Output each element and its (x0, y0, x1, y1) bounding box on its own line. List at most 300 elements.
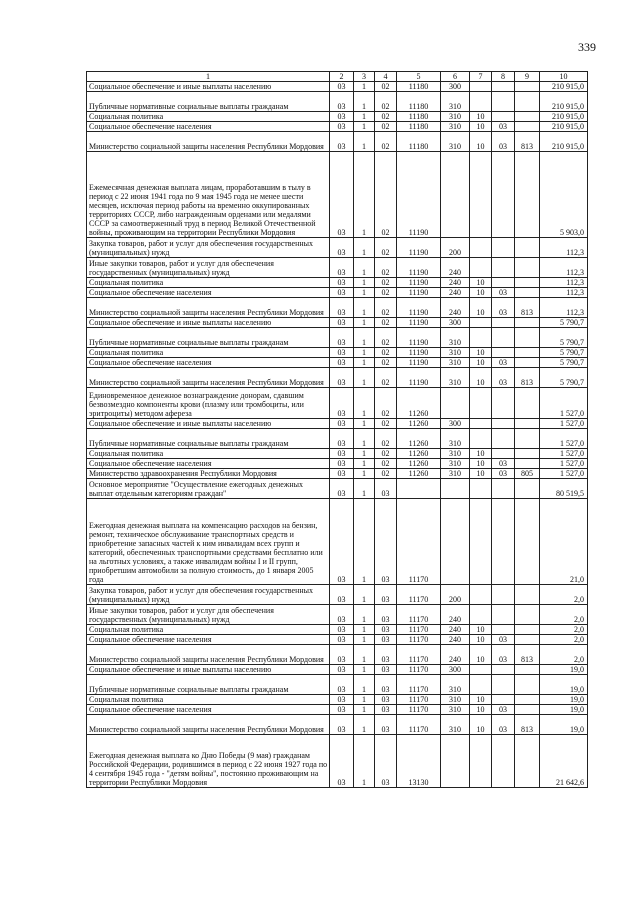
cell-subprogram: 02 (375, 469, 397, 479)
cell-program: 1 (354, 645, 375, 665)
cell-section: 10 (470, 715, 492, 735)
cell-subprogram: 02 (375, 368, 397, 388)
cell-direction (397, 479, 441, 499)
cell-subsection: 03 (492, 635, 515, 645)
table-row (87, 419, 588, 429)
cell-amount: 19,0 (540, 705, 588, 715)
cell-subsection (492, 429, 515, 449)
cell-amount: 1 527,0 (540, 459, 588, 469)
cell-subsection (492, 665, 515, 675)
cell-program: 1 (354, 635, 375, 645)
cell-chief-admin: 03 (330, 152, 354, 238)
cell-direction: 11180 (397, 132, 441, 152)
cell-amount: 1 527,0 (540, 429, 588, 449)
cell-chief-admin: 03 (330, 735, 354, 788)
cell-name: Социальное обеспечение населения (87, 459, 330, 469)
table-row (87, 122, 588, 132)
cell-expense-type: 310 (441, 368, 470, 388)
cell-chief-admin: 03 (330, 358, 354, 368)
cell-subsection: 03 (492, 645, 515, 665)
cell-amount: 19,0 (540, 665, 588, 675)
cell-expense-type: 300 (441, 82, 470, 92)
cell-amount: 112,3 (540, 258, 588, 278)
cell-direction: 11190 (397, 298, 441, 318)
cell-amount: 210 915,0 (540, 122, 588, 132)
cell-name: Министерство здравоохранения Республики Мордовия (87, 469, 330, 479)
cell-expense-type: 240 (441, 278, 470, 288)
cell-chief-admin: 03 (330, 675, 354, 695)
cell-name: Социальное обеспечение населения (87, 635, 330, 645)
cell-subprogram: 02 (375, 152, 397, 238)
cell-expense-type: 310 (441, 348, 470, 358)
cell-direction: 11170 (397, 625, 441, 635)
cell-amount: 1 527,0 (540, 388, 588, 419)
table-body (87, 82, 588, 788)
cell-direction: 11180 (397, 92, 441, 112)
cell-subprogram: 02 (375, 318, 397, 328)
cell-expense-type: 310 (441, 715, 470, 735)
cell-section (470, 675, 492, 695)
cell-section: 10 (470, 635, 492, 645)
cell-expense-type: 310 (441, 675, 470, 695)
cell-program: 1 (354, 318, 375, 328)
header-cell: 4 (375, 72, 397, 82)
header-cell: 5 (397, 72, 441, 82)
table-row (87, 735, 588, 788)
cell-expense-type: 240 (441, 288, 470, 298)
cell-ministry (515, 625, 540, 635)
cell-chief-admin: 03 (330, 449, 354, 459)
cell-chief-admin: 03 (330, 238, 354, 258)
cell-name: Ежегодная денежная выплата ко Дню Победы (9 мая) гражданам Российской Федерации, родившимся в период с 22 июня 1927 года по 4 сентября 1945 года - "детям войны", постоянно проживающим на территории Республики Мордовия (87, 735, 330, 788)
cell-ministry (515, 348, 540, 358)
table-row (87, 348, 588, 358)
cell-expense-type: 240 (441, 605, 470, 625)
cell-ministry (515, 665, 540, 675)
cell-ministry (515, 705, 540, 715)
cell-chief-admin: 03 (330, 499, 354, 585)
cell-expense-type: 310 (441, 358, 470, 368)
cell-chief-admin: 03 (330, 112, 354, 122)
table-row (87, 328, 588, 348)
cell-direction: 11170 (397, 499, 441, 585)
cell-name: Ежемесячная денежная выплата лицам, проработавшим в тылу в период с 22 июня 1941 года по 9 мая 1945 года не менее шести месяцев, исключая период работы на временно оккупированных территориях СССР, либо награжденным орденами или медалями СССР за самоотверженный труд в период Великой Отечественной войны, проживающим на территории Республики Мордовия (87, 152, 330, 238)
cell-ministry (515, 499, 540, 585)
cell-name: Социальная политика (87, 625, 330, 635)
cell-subsection: 03 (492, 122, 515, 132)
cell-subprogram: 02 (375, 459, 397, 469)
cell-chief-admin: 03 (330, 318, 354, 328)
cell-ministry (515, 605, 540, 625)
cell-subsection: 03 (492, 298, 515, 318)
header-cell: 8 (492, 72, 515, 82)
cell-name: Социальное обеспечение населения (87, 122, 330, 132)
cell-section: 10 (470, 645, 492, 665)
cell-program: 1 (354, 238, 375, 258)
cell-direction: 11260 (397, 419, 441, 429)
table-row (87, 585, 588, 605)
cell-direction: 11170 (397, 705, 441, 715)
cell-subsection (492, 92, 515, 112)
cell-subprogram: 03 (375, 499, 397, 585)
cell-program: 1 (354, 479, 375, 499)
cell-amount: 210 915,0 (540, 112, 588, 122)
table-row (87, 152, 588, 238)
cell-name: Социальное обеспечение и иные выплаты населению (87, 82, 330, 92)
cell-ministry (515, 288, 540, 298)
cell-direction: 11170 (397, 645, 441, 665)
cell-direction: 11190 (397, 368, 441, 388)
cell-name: Социальное обеспечение населения (87, 358, 330, 368)
cell-subsection (492, 499, 515, 585)
cell-subsection (492, 625, 515, 635)
cell-ministry (515, 449, 540, 459)
cell-amount: 2,0 (540, 585, 588, 605)
cell-subprogram: 02 (375, 358, 397, 368)
cell-subprogram: 02 (375, 92, 397, 112)
cell-expense-type: 310 (441, 92, 470, 112)
cell-subprogram: 03 (375, 635, 397, 645)
cell-direction: 11260 (397, 469, 441, 479)
cell-subprogram: 02 (375, 122, 397, 132)
cell-section (470, 585, 492, 605)
cell-subsection (492, 605, 515, 625)
cell-subprogram: 02 (375, 328, 397, 348)
table-row (87, 82, 588, 92)
cell-program: 1 (354, 152, 375, 238)
cell-subprogram: 02 (375, 112, 397, 122)
cell-ministry: 813 (515, 298, 540, 318)
cell-name: Социальная политика (87, 695, 330, 705)
cell-chief-admin: 03 (330, 348, 354, 358)
cell-subprogram: 02 (375, 278, 397, 288)
cell-program: 1 (354, 585, 375, 605)
cell-amount: 1 527,0 (540, 419, 588, 429)
budget-table (86, 71, 588, 788)
cell-subsection (492, 82, 515, 92)
cell-amount: 19,0 (540, 695, 588, 705)
cell-subprogram: 03 (375, 715, 397, 735)
cell-subsection (492, 735, 515, 788)
cell-amount: 1 527,0 (540, 449, 588, 459)
cell-ministry (515, 419, 540, 429)
cell-program: 1 (354, 328, 375, 348)
cell-subsection (492, 675, 515, 695)
cell-program: 1 (354, 368, 375, 388)
cell-chief-admin: 03 (330, 705, 354, 715)
cell-section (470, 499, 492, 585)
cell-subsection: 03 (492, 358, 515, 368)
cell-program: 1 (354, 705, 375, 715)
cell-section: 10 (470, 705, 492, 715)
cell-name: Публичные нормативные социальные выплаты гражданам (87, 429, 330, 449)
cell-chief-admin: 03 (330, 298, 354, 318)
cell-direction: 11190 (397, 328, 441, 348)
cell-subsection (492, 328, 515, 348)
cell-subprogram: 02 (375, 348, 397, 358)
table-row (87, 298, 588, 318)
cell-amount: 19,0 (540, 675, 588, 695)
cell-program: 1 (354, 348, 375, 358)
cell-section: 10 (470, 358, 492, 368)
table-row (87, 645, 588, 665)
cell-expense-type: 310 (441, 459, 470, 469)
cell-amount: 210 915,0 (540, 132, 588, 152)
table-row (87, 112, 588, 122)
cell-section (470, 328, 492, 348)
cell-expense-type: 240 (441, 635, 470, 645)
cell-chief-admin: 03 (330, 288, 354, 298)
cell-section: 10 (470, 348, 492, 358)
cell-name: Основное мероприятие "Осуществление ежегодных денежных выплат отдельным категориям граждан" (87, 479, 330, 499)
table-row (87, 429, 588, 449)
cell-ministry (515, 318, 540, 328)
cell-section: 10 (470, 112, 492, 122)
cell-direction: 11170 (397, 715, 441, 735)
header-cell: 7 (470, 72, 492, 82)
cell-ministry (515, 479, 540, 499)
cell-expense-type: 240 (441, 298, 470, 318)
cell-chief-admin: 03 (330, 605, 354, 625)
cell-amount: 5 790,7 (540, 358, 588, 368)
cell-subprogram: 02 (375, 258, 397, 278)
cell-expense-type (441, 388, 470, 419)
cell-name: Министерство социальной защиты населения Республики Мордовия (87, 645, 330, 665)
header-cell: 10 (540, 72, 588, 82)
cell-direction: 11170 (397, 665, 441, 675)
cell-name: Иные закупки товаров, работ и услуг для обеспечения государственных (муниципальных) нужд (87, 605, 330, 625)
table-row (87, 238, 588, 258)
cell-name: Министерство социальной защиты населения Республики Мордовия (87, 298, 330, 318)
table-row (87, 288, 588, 298)
cell-program: 1 (354, 499, 375, 585)
cell-section: 10 (470, 459, 492, 469)
cell-program: 1 (354, 429, 375, 449)
cell-ministry (515, 82, 540, 92)
cell-name: Социальная политика (87, 278, 330, 288)
cell-ministry (515, 459, 540, 469)
cell-program: 1 (354, 122, 375, 132)
cell-direction: 11260 (397, 429, 441, 449)
cell-ministry (515, 238, 540, 258)
table-row (87, 675, 588, 695)
cell-subsection (492, 449, 515, 459)
cell-amount: 112,3 (540, 288, 588, 298)
cell-ministry (515, 388, 540, 419)
cell-ministry (515, 112, 540, 122)
cell-section: 10 (470, 122, 492, 132)
cell-program: 1 (354, 112, 375, 122)
cell-program: 1 (354, 278, 375, 288)
cell-name: Социальное обеспечение и иные выплаты населению (87, 318, 330, 328)
cell-subsection (492, 348, 515, 358)
cell-subprogram: 02 (375, 238, 397, 258)
cell-expense-type: 310 (441, 112, 470, 122)
cell-direction: 11170 (397, 635, 441, 645)
cell-name: Социальное обеспечение и иные выплаты населению (87, 665, 330, 675)
cell-direction: 11260 (397, 388, 441, 419)
cell-chief-admin: 03 (330, 695, 354, 705)
cell-expense-type: 240 (441, 645, 470, 665)
cell-expense-type: 310 (441, 328, 470, 348)
cell-subprogram: 03 (375, 735, 397, 788)
cell-direction: 11190 (397, 152, 441, 238)
cell-amount: 2,0 (540, 605, 588, 625)
cell-program: 1 (354, 388, 375, 419)
table-row (87, 715, 588, 735)
table-row (87, 318, 588, 328)
cell-amount: 2,0 (540, 645, 588, 665)
cell-expense-type: 310 (441, 122, 470, 132)
cell-amount: 2,0 (540, 625, 588, 635)
cell-name: Социальная политика (87, 449, 330, 459)
cell-ministry (515, 358, 540, 368)
cell-section: 10 (470, 695, 492, 705)
cell-subsection (492, 318, 515, 328)
cell-ministry (515, 152, 540, 238)
cell-name: Публичные нормативные социальные выплаты гражданам (87, 92, 330, 112)
cell-name: Министерство социальной защиты населения Республики Мордовия (87, 715, 330, 735)
cell-expense-type: 310 (441, 705, 470, 715)
cell-amount: 1 527,0 (540, 469, 588, 479)
cell-amount: 21 642,6 (540, 735, 588, 788)
cell-subprogram: 03 (375, 695, 397, 705)
page-number: 339 (578, 40, 596, 54)
cell-subsection (492, 258, 515, 278)
cell-subprogram: 03 (375, 479, 397, 499)
cell-subprogram: 03 (375, 665, 397, 675)
header-cell: 6 (441, 72, 470, 82)
cell-chief-admin: 03 (330, 122, 354, 132)
cell-name: Закупка товаров, работ и услуг для обеспечения государственных (муниципальных) нужд (87, 238, 330, 258)
cell-subsection: 03 (492, 469, 515, 479)
cell-chief-admin: 03 (330, 645, 354, 665)
table-row (87, 132, 588, 152)
table-row (87, 499, 588, 585)
cell-section: 10 (470, 298, 492, 318)
cell-subprogram: 03 (375, 645, 397, 665)
cell-ministry (515, 122, 540, 132)
cell-name: Публичные нормативные социальные выплаты гражданам (87, 328, 330, 348)
cell-program: 1 (354, 695, 375, 705)
cell-section (470, 605, 492, 625)
cell-direction: 11170 (397, 585, 441, 605)
cell-subsection: 03 (492, 705, 515, 715)
cell-expense-type: 200 (441, 585, 470, 605)
cell-chief-admin: 03 (330, 625, 354, 635)
cell-amount: 5 790,7 (540, 368, 588, 388)
cell-ministry: 805 (515, 469, 540, 479)
cell-name: Социальная политика (87, 112, 330, 122)
table-row (87, 625, 588, 635)
cell-program: 1 (354, 358, 375, 368)
cell-direction: 11170 (397, 695, 441, 705)
table-row (87, 358, 588, 368)
cell-section (470, 82, 492, 92)
cell-chief-admin: 03 (330, 278, 354, 288)
cell-ministry (515, 735, 540, 788)
cell-amount: 5 790,7 (540, 328, 588, 348)
cell-expense-type: 310 (441, 449, 470, 459)
cell-subsection: 03 (492, 288, 515, 298)
cell-amount: 19,0 (540, 715, 588, 735)
cell-program: 1 (354, 449, 375, 459)
cell-subsection: 03 (492, 132, 515, 152)
cell-subprogram: 02 (375, 132, 397, 152)
table-row (87, 449, 588, 459)
cell-section (470, 429, 492, 449)
table-row (87, 705, 588, 715)
cell-subprogram: 03 (375, 675, 397, 695)
cell-subsection (492, 112, 515, 122)
cell-program: 1 (354, 298, 375, 318)
cell-subprogram: 02 (375, 298, 397, 318)
cell-direction: 11190 (397, 238, 441, 258)
table-row (87, 388, 588, 419)
cell-subprogram: 03 (375, 705, 397, 715)
cell-amount: 210 915,0 (540, 92, 588, 112)
cell-chief-admin: 03 (330, 469, 354, 479)
cell-chief-admin: 03 (330, 459, 354, 469)
cell-subprogram: 02 (375, 429, 397, 449)
cell-amount: 21,0 (540, 499, 588, 585)
cell-direction: 11260 (397, 449, 441, 459)
cell-ministry (515, 92, 540, 112)
cell-ministry (515, 429, 540, 449)
cell-expense-type: 310 (441, 695, 470, 705)
cell-program: 1 (354, 735, 375, 788)
cell-program: 1 (354, 715, 375, 735)
cell-program: 1 (354, 665, 375, 675)
cell-expense-type: 300 (441, 318, 470, 328)
cell-amount: 80 519,5 (540, 479, 588, 499)
cell-direction: 11170 (397, 605, 441, 625)
cell-amount: 5 790,7 (540, 318, 588, 328)
cell-name: Закупка товаров, работ и услуг для обеспечения государственных (муниципальных) нужд (87, 585, 330, 605)
cell-chief-admin: 03 (330, 715, 354, 735)
cell-direction: 13130 (397, 735, 441, 788)
cell-name: Социальная политика (87, 348, 330, 358)
cell-section: 10 (470, 469, 492, 479)
cell-chief-admin: 03 (330, 479, 354, 499)
cell-subprogram: 02 (375, 388, 397, 419)
cell-name: Социальное обеспечение населения (87, 288, 330, 298)
header-cell: 3 (354, 72, 375, 82)
cell-section (470, 479, 492, 499)
cell-direction: 11180 (397, 122, 441, 132)
cell-subsection (492, 695, 515, 705)
cell-subprogram: 03 (375, 585, 397, 605)
cell-program: 1 (354, 625, 375, 635)
cell-program: 1 (354, 92, 375, 112)
cell-ministry: 813 (515, 645, 540, 665)
table-row (87, 459, 588, 469)
table-row (87, 278, 588, 288)
cell-chief-admin: 03 (330, 368, 354, 388)
cell-chief-admin: 03 (330, 419, 354, 429)
cell-subsection (492, 585, 515, 605)
cell-subsection: 03 (492, 459, 515, 469)
cell-program: 1 (354, 419, 375, 429)
cell-chief-admin: 03 (330, 635, 354, 645)
cell-section (470, 735, 492, 788)
cell-direction: 11180 (397, 82, 441, 92)
cell-expense-type: 310 (441, 429, 470, 449)
header-cell: 1 (87, 72, 330, 82)
cell-expense-type (441, 499, 470, 585)
cell-section (470, 238, 492, 258)
table-row (87, 479, 588, 499)
